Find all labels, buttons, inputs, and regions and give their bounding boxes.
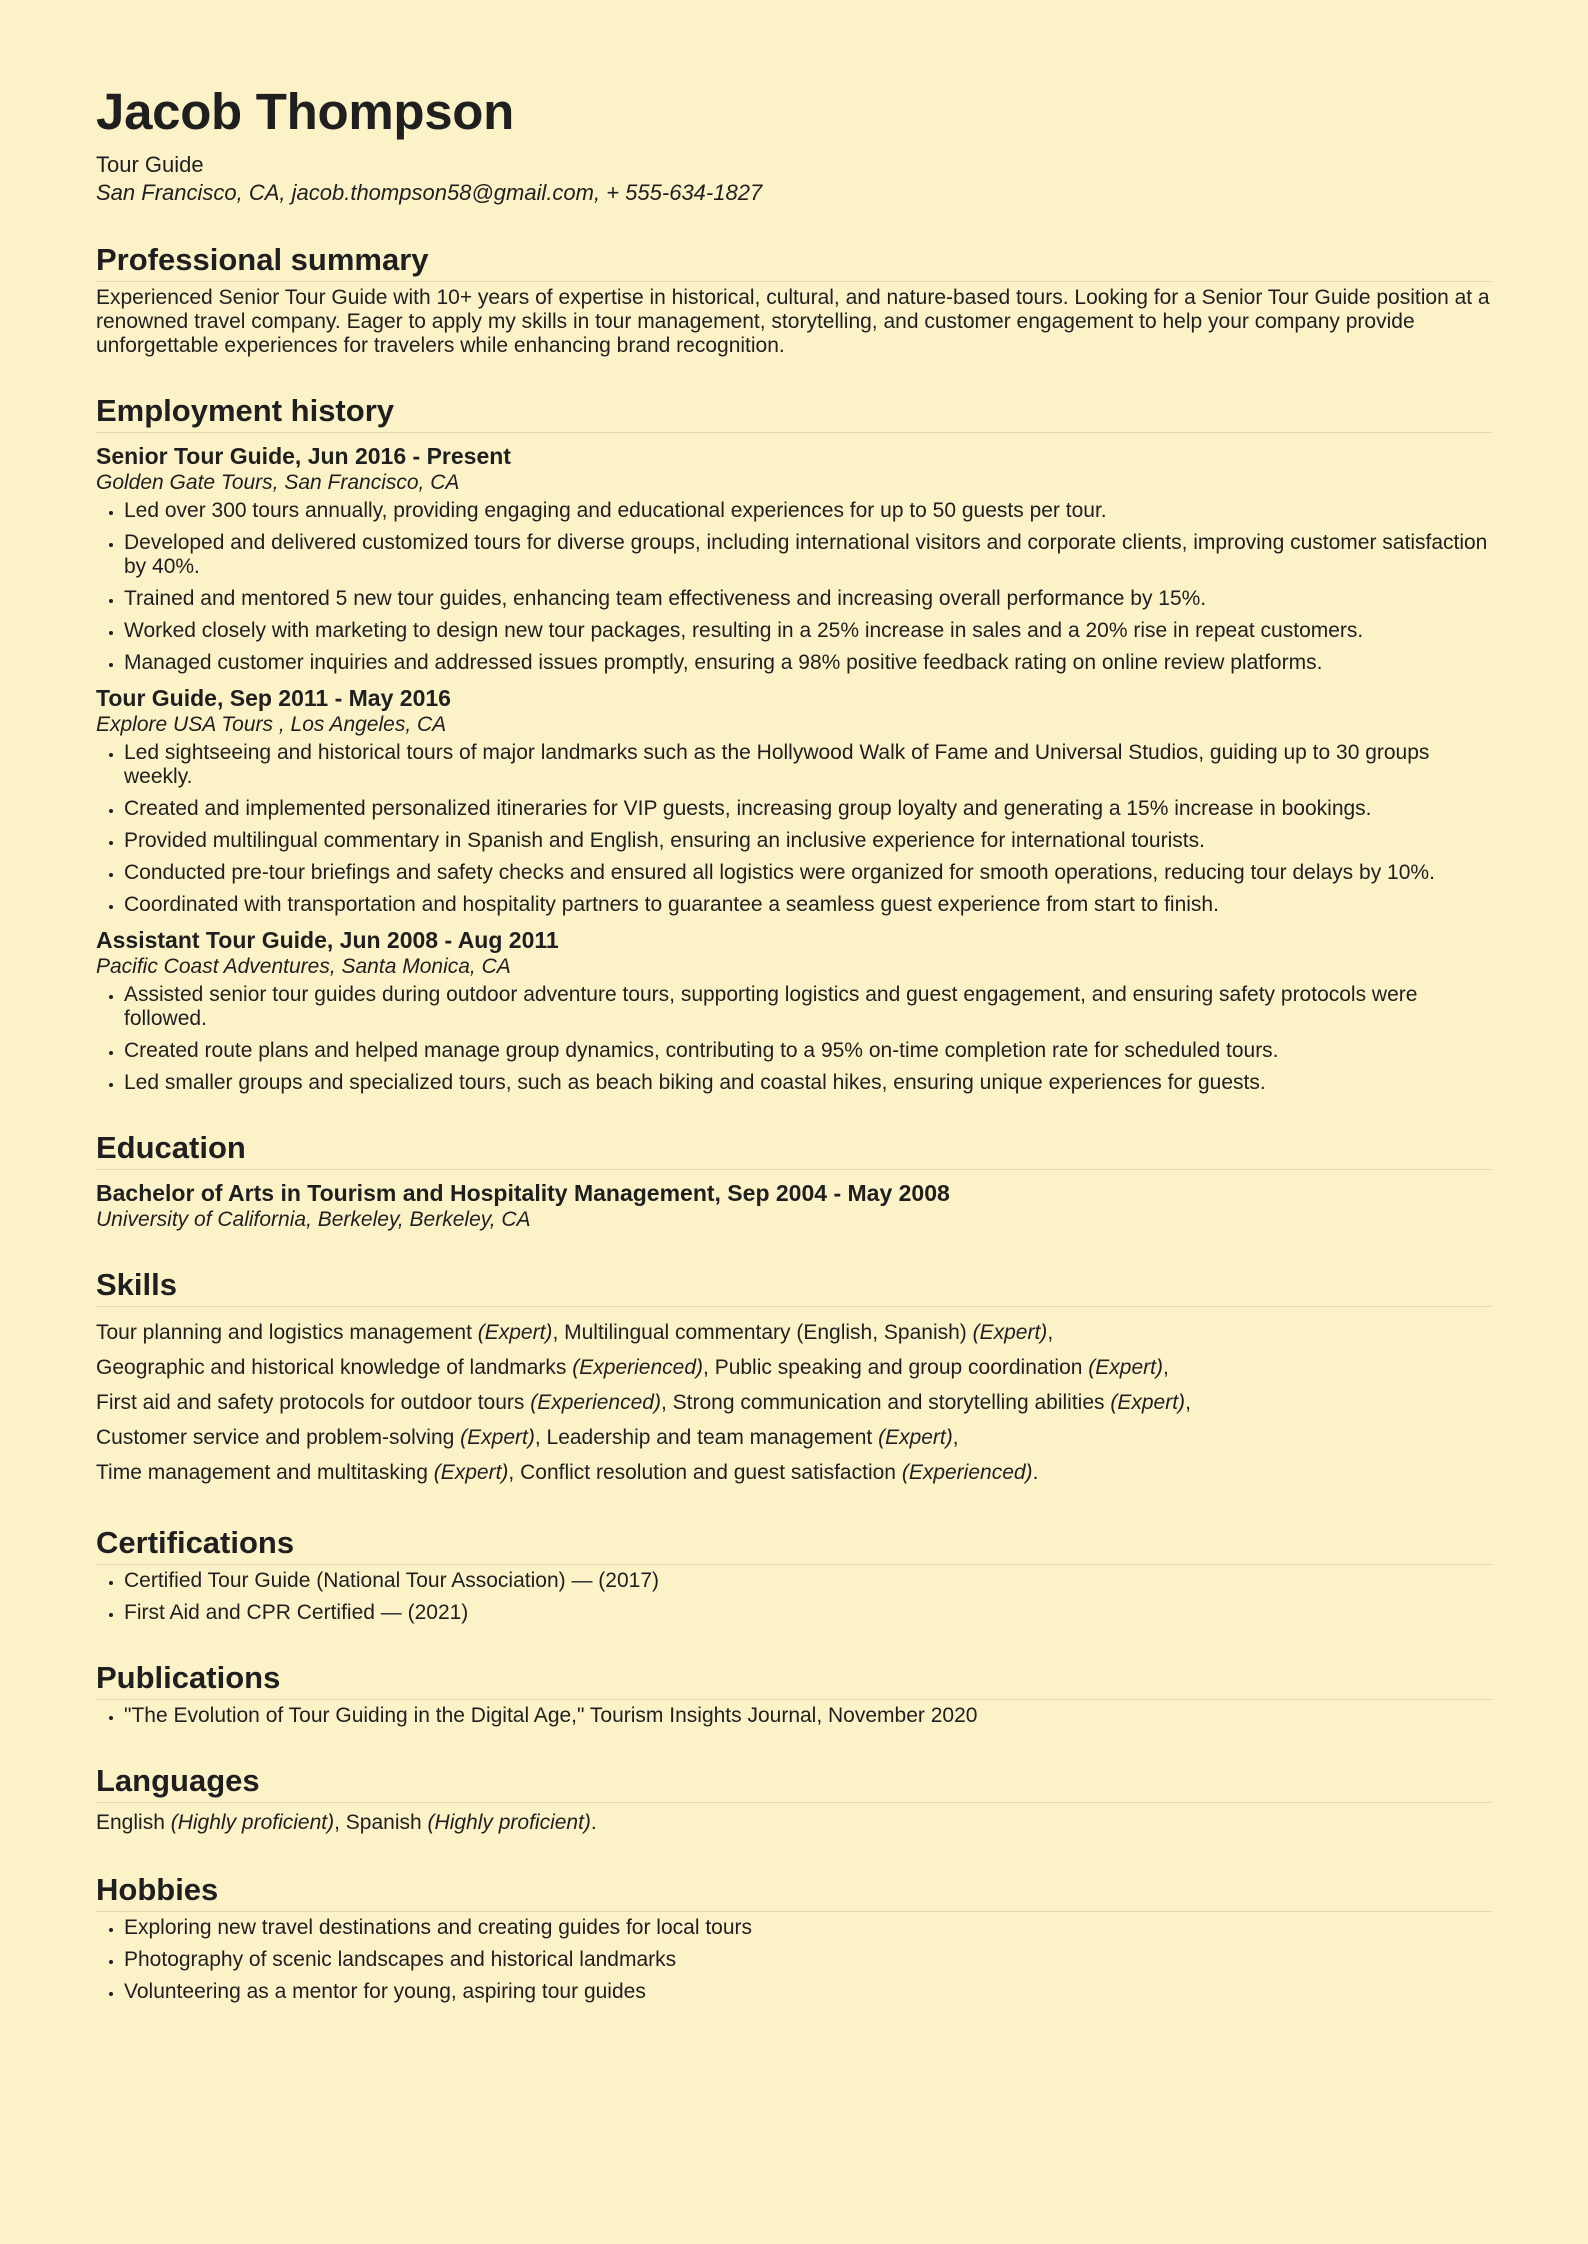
job-entry-title: Assistant Tour Guide, Jun 2008 - Aug 2011 <box>96 927 559 953</box>
job-bullets <box>96 741 1492 917</box>
skill-level: (Expert) <box>972 1321 1048 1344</box>
list-item: • Worked closely with marketing to design new tour packages, resulting in a 25% increase in sales and a 20% rise in repeat customers. <box>124 619 1492 643</box>
skills-section <box>96 1266 1492 1490</box>
list-item: • Provided multilingual commentary in Spanish and English, ensuring an inclusive experience for international tourists. <box>124 829 1492 853</box>
section-heading: Education <box>96 1129 1492 1170</box>
skill-name: Time management and multitasking <box>96 1461 428 1484</box>
skill-level: (Experienced) <box>530 1391 661 1414</box>
list-item: • Trained and mentored 5 new tour guides, enhancing team effectiveness and increasing overall performance by 15%. <box>124 587 1492 611</box>
skill-name: Tour planning and logistics management <box>96 1321 472 1344</box>
list-item: • Led smaller groups and specialized tours, such as beach biking and coastal hikes, ensuring unique experiences for guests. <box>124 1071 1492 1095</box>
education-section <box>96 1129 1492 1232</box>
language-level: (Highly proficient) <box>427 1811 591 1834</box>
skill-line: Time management and multitasking (Expert), Conflict resolution and guest satisfaction (Experienced). <box>96 1461 1039 1484</box>
resume-header <box>96 83 1492 207</box>
skill-line: Geographic and historical knowledge of landmarks (Experienced), Public speaking and group coordination (Expert), <box>96 1356 1169 1379</box>
skill-name: Conflict resolution and guest satisfaction <box>520 1461 896 1484</box>
section-heading: Certifications <box>96 1524 1492 1565</box>
skill-level: (Expert) <box>477 1321 553 1344</box>
list-item: • Created and implemented personalized itineraries for VIP guests, increasing group loyalty and generating a 15% increase in bookings. <box>124 797 1492 821</box>
job-entry <box>96 441 1492 675</box>
skill-line: Tour planning and logistics management (Expert), Multilingual commentary (English, Spanish) (Expert), <box>96 1321 1054 1344</box>
skill-level: (Expert) <box>878 1426 953 1449</box>
job-entry-title: Tour Guide, Sep 2011 - May 2016 <box>96 685 451 711</box>
publications-section <box>96 1659 1492 1728</box>
list-item: • Assisted senior tour guides during outdoor adventure tours, supporting logistics and guest engagement, and ensuring safety protocols were followed. <box>124 983 1492 1031</box>
job-entry-company: Pacific Coast Adventures, Santa Monica, CA <box>96 955 511 978</box>
skill-level: (Expert) <box>460 1426 535 1449</box>
skill-line: First aid and safety protocols for outdoor tours (Experienced), Strong communication and storytelling abilities (Expert), <box>96 1391 1191 1414</box>
list-item: • Coordinated with transportation and hospitality partners to guarantee a seamless guest experience from start to finish. <box>124 893 1492 917</box>
skill-name: Public speaking and group coordination <box>714 1356 1083 1379</box>
language-name: Spanish <box>345 1811 422 1834</box>
job-bullets <box>96 499 1492 675</box>
language-name: English <box>96 1811 165 1834</box>
list-item: • First Aid and CPR Certified — (2021) <box>124 1601 1492 1625</box>
skill-name: Multilingual commentary (English, Spanish) <box>564 1321 967 1344</box>
list-item: • Developed and delivered customized tours for diverse groups, including international visitors and corporate clients, improving customer satisfaction by 40%. <box>124 531 1492 579</box>
employment-section <box>96 392 1492 1095</box>
skill-name: Customer service and problem-solving <box>96 1426 455 1449</box>
skill-name: First aid and safety protocols for outdoor tours <box>96 1391 525 1414</box>
contact-info: San Francisco, CA, jacob.thompson58@gmail.com, + 555-634-1827 <box>96 180 763 205</box>
job-title: Tour Guide <box>96 152 204 177</box>
skill-level: (Expert) <box>1110 1391 1186 1414</box>
certifications-list <box>96 1569 1492 1625</box>
publications-list <box>96 1704 1492 1728</box>
list-item: • Volunteering as a mentor for young, aspiring tour guides <box>124 1980 1492 2004</box>
languages-section <box>96 1762 1492 1837</box>
list-item: • Photography of scenic landscapes and historical landmarks <box>124 1948 1492 1972</box>
section-heading: Employment history <box>96 392 1492 433</box>
list-item: • Conducted pre-tour briefings and safety checks and ensured all logistics were organized for smooth operations, reducing tour delays by 10%. <box>124 861 1492 885</box>
skill-level: (Experienced) <box>572 1356 704 1379</box>
list-item: • Led sightseeing and historical tours of major landmarks such as the Hollywood Walk of Fame and Universal Studios, guiding up to 30 groups weekly. <box>124 741 1492 789</box>
skill-name: Strong communication and storytelling abilities <box>672 1391 1105 1414</box>
skills-list <box>96 1315 1492 1490</box>
skill-level: (Experienced) <box>901 1461 1033 1484</box>
candidate-name: Jacob Thompson <box>96 83 514 140</box>
hobbies-section <box>96 1871 1492 2004</box>
list-item: • Managed customer inquiries and addressed issues promptly, ensuring a 98% positive feedback rating on online review platforms. <box>124 651 1492 675</box>
job-entry-company: Explore USA Tours , Los Angeles, CA <box>96 713 447 736</box>
job-bullets <box>96 983 1492 1095</box>
degree-title: Bachelor of Arts in Tourism and Hospitality Management, Sep 2004 - May 2008 <box>96 1180 950 1206</box>
job-entry-title: Senior Tour Guide, Jun 2016 - Present <box>96 443 511 469</box>
job-entry-company: Golden Gate Tours, San Francisco, CA <box>96 471 460 494</box>
summary-text: Experienced Senior Tour Guide with 10+ years of expertise in historical, cultural, and nature-based tours. Looking for a Senior Tour Guide position at a renowned travel company. Eager to apply my skills in tour management, storytelling, and customer engagement to help your company provide unforgettable experiences for travelers while enhancing brand recognition. <box>96 286 1490 357</box>
hobbies-list <box>96 1916 1492 2004</box>
skill-line: Customer service and problem-solving (Expert), Leadership and team management (Expert), <box>96 1426 959 1449</box>
list-item: • Created route plans and helped manage group dynamics, contributing to a 95% on-time completion rate for scheduled tours. <box>124 1039 1492 1063</box>
section-heading: Skills <box>96 1266 1492 1307</box>
section-heading: Professional summary <box>96 241 1492 282</box>
list-item: • Exploring new travel destinations and creating guides for local tours <box>124 1916 1492 1940</box>
certifications-section <box>96 1524 1492 1625</box>
section-heading: Languages <box>96 1762 1492 1803</box>
languages-list: English (Highly proficient), Spanish (Highly proficient). <box>96 1811 597 1834</box>
skill-level: (Expert) <box>1088 1356 1163 1379</box>
list-item: • Led over 300 tours annually, providing engaging and educational experiences for up to 50 guests per tour. <box>124 499 1492 523</box>
list-item: • Certified Tour Guide (National Tour Association) — (2017) <box>124 1569 1492 1593</box>
summary-section <box>96 241 1492 358</box>
section-heading: Publications <box>96 1659 1492 1700</box>
language-level: (Highly proficient) <box>170 1811 335 1834</box>
list-item: • "The Evolution of Tour Guiding in the Digital Age," Tourism Insights Journal, November 2020 <box>124 1704 1492 1728</box>
skill-name: Geographic and historical knowledge of landmarks <box>96 1356 567 1379</box>
job-entry <box>96 925 1492 1095</box>
skill-level: (Expert) <box>433 1461 509 1484</box>
job-entry <box>96 683 1492 917</box>
section-heading: Hobbies <box>96 1871 1492 1912</box>
school-name: University of California, Berkeley, Berkeley, CA <box>96 1208 531 1231</box>
skill-name: Leadership and team management <box>546 1426 873 1449</box>
